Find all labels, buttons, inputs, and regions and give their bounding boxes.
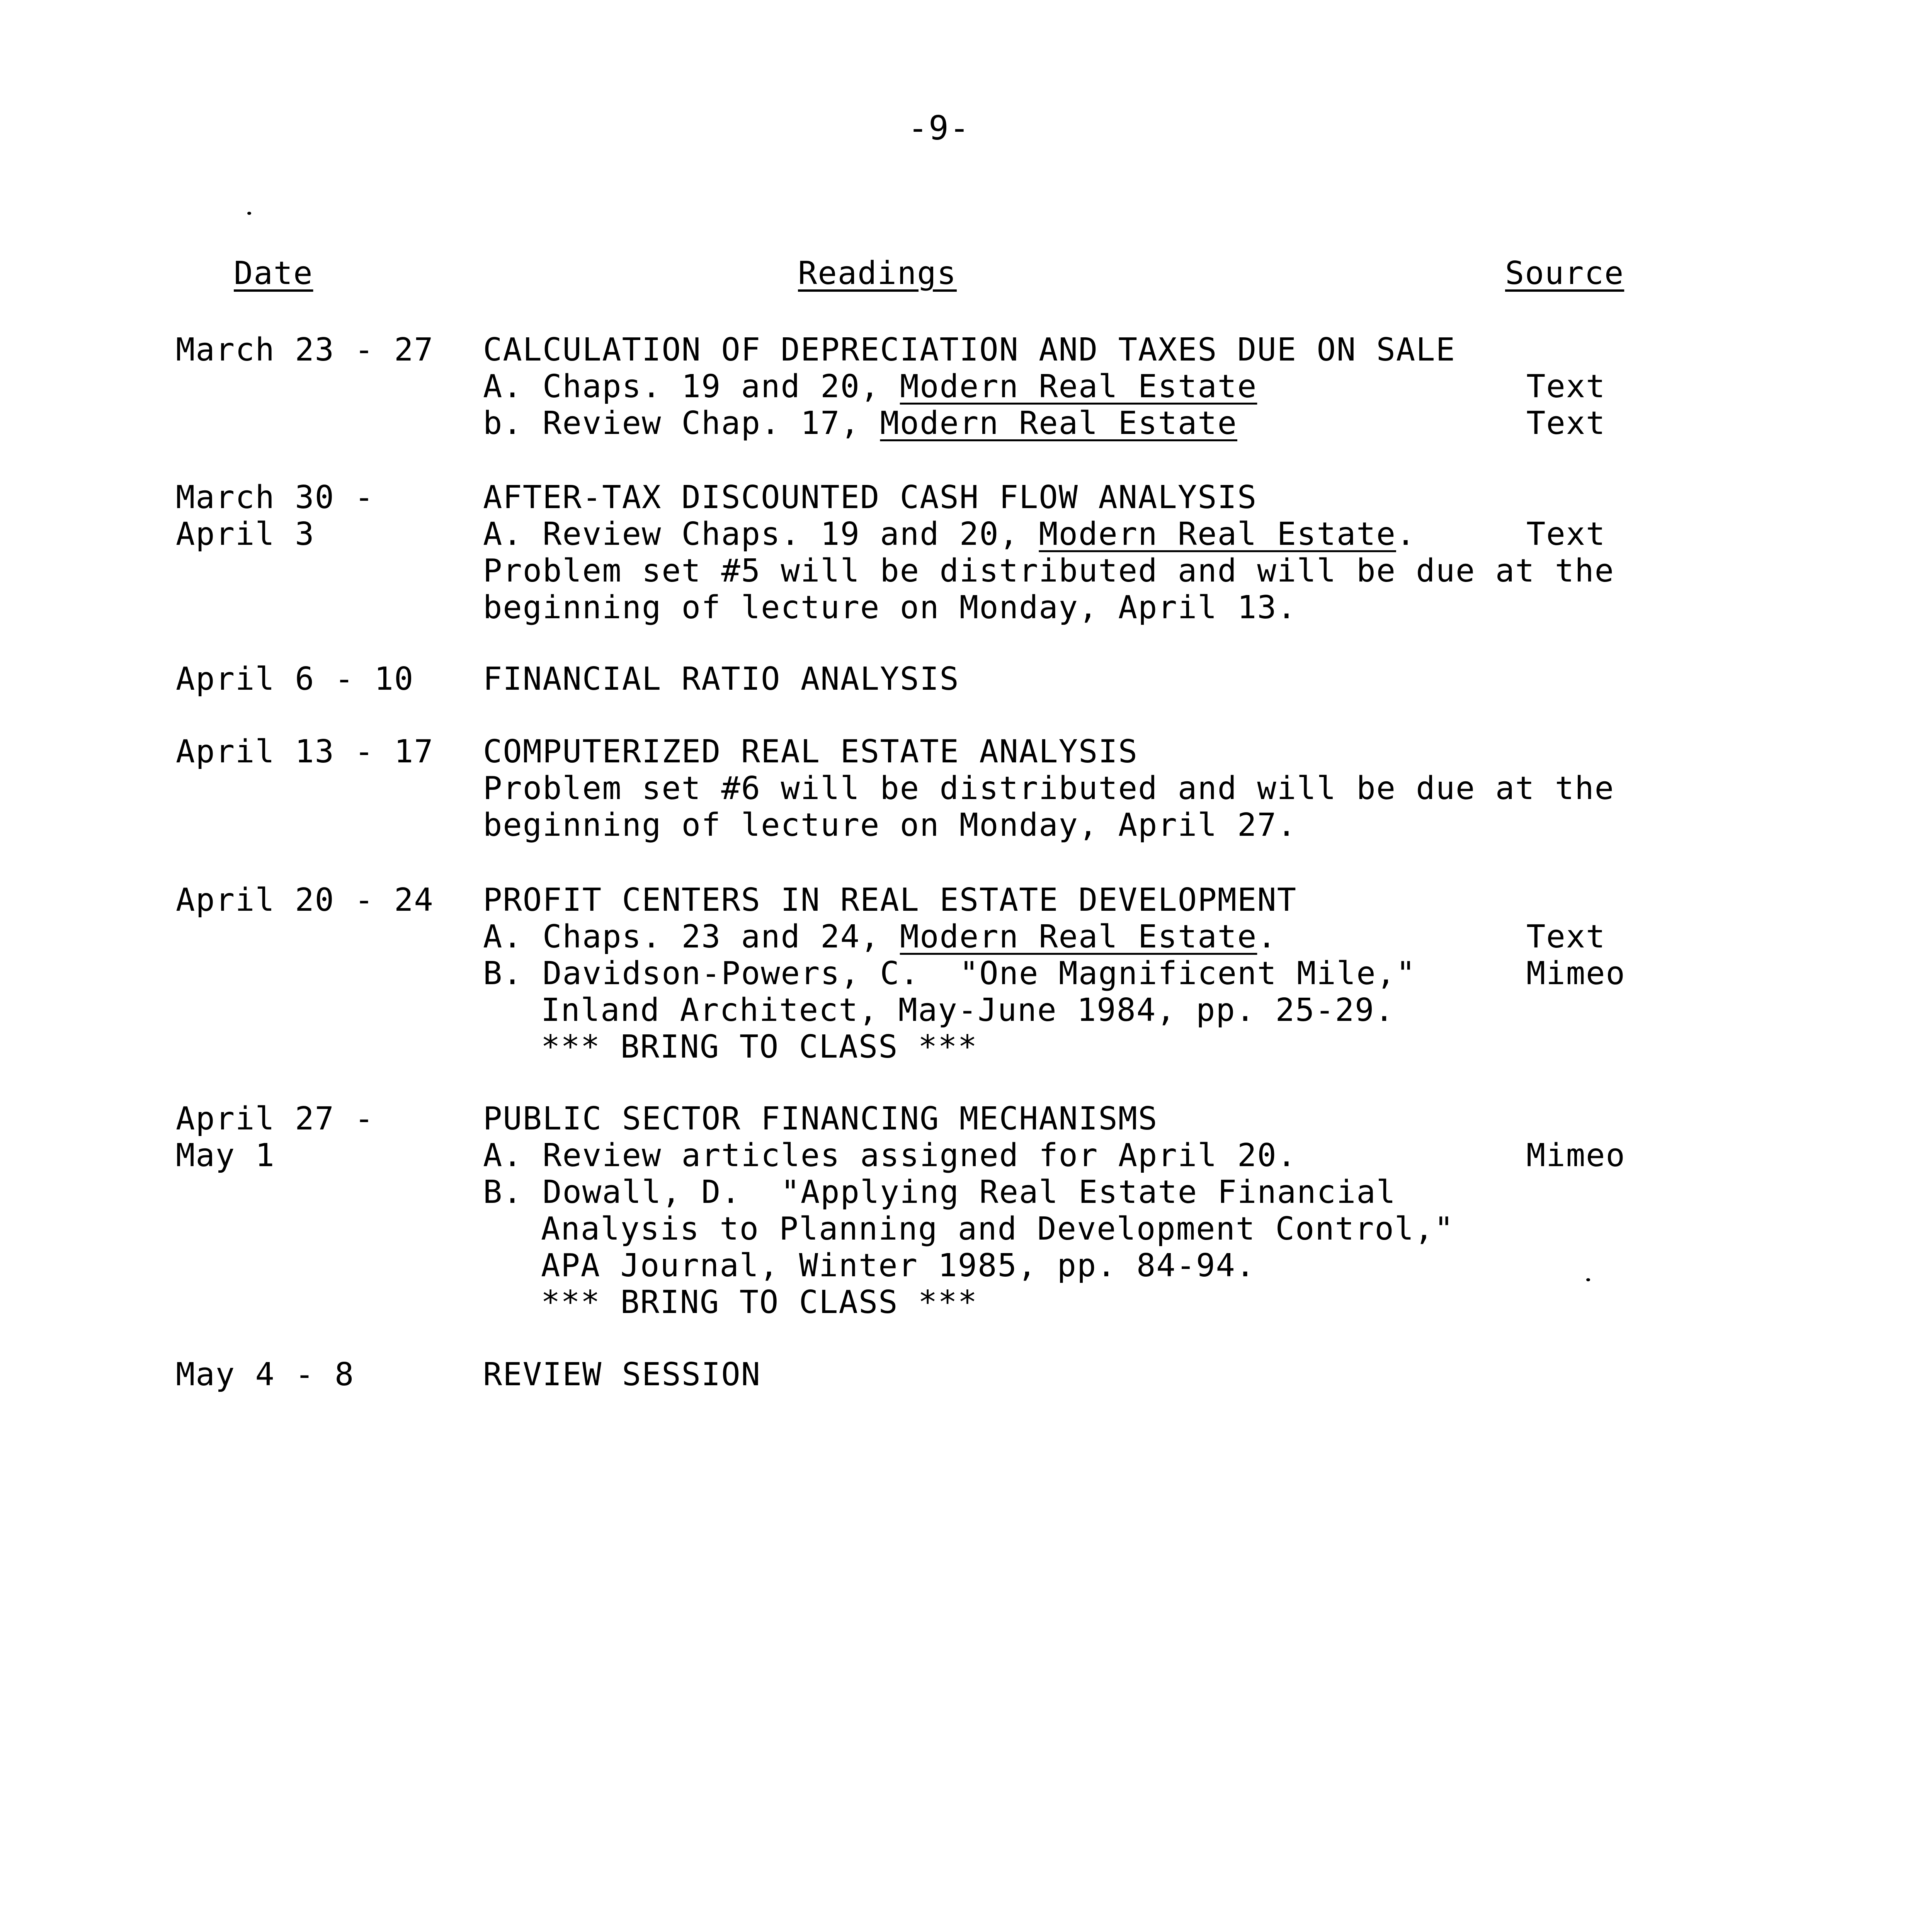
entry-date-line: April 13 - 17 [176,733,434,770]
reading-text [483,405,1237,442]
reading-line [483,479,1874,516]
reading-text: *** BRING TO CLASS *** [541,1029,978,1065]
reading-text: Problem set #6 will be distributed and will be due at the [483,770,1614,807]
entry-date-line: April 3 [176,516,315,553]
reading-line [483,1284,1874,1321]
reading-text: beginning of lecture on Monday, April 13. [483,589,1297,626]
reading-line [483,661,1874,697]
reading-text: B. Dowall, D. "Applying Real Estate Financial [483,1174,1396,1211]
entry-date-line: May 1 [176,1137,275,1174]
entry-readings [483,1100,1874,1321]
entry-readings [483,733,1874,844]
reading-text: A. Review articles assigned for April 20. [483,1137,1297,1174]
scan-speck [1586,1278,1590,1281]
reading-text [483,368,1257,405]
reading-text: Analysis to Planning and Development Control," [541,1211,1454,1247]
reading-text: B. Davidson-Powers, C. "One Magnificent Mile," [483,955,1416,992]
reading-line [483,1100,1874,1137]
entry-date [176,479,454,553]
entry-date-line: May 4 - 8 [176,1356,355,1393]
reading-text: FINANCIAL RATIO ANALYSIS [483,661,959,697]
reading-text: Inland Architect, May-June 1984, pp. 25-29. [541,992,1395,1029]
reading-text-prefix: A. Chaps. 23 and 24, [483,918,900,955]
reading-text-suffix: . [1396,516,1416,553]
reading-text-prefix: b. Review Chap. 17, [483,405,880,442]
reading-line [483,1211,1874,1247]
column-header-source: Source [1505,255,1625,292]
reading-line [483,368,1874,405]
reading-line [483,589,1874,626]
entry-date-line: March 30 - [176,479,374,516]
reading-line [483,955,1874,992]
entry-date [176,1356,454,1393]
reading-text: beginning of lecture on Monday, April 27. [483,807,1297,844]
column-header-date: Date [234,255,313,292]
reading-text-suffix: . [1257,918,1277,955]
reading-text: AFTER-TAX DISCOUNTED CASH FLOW ANALYSIS [483,479,1257,516]
entry-date-line: April 6 - 10 [176,661,414,697]
entry-readings [483,332,1874,442]
entry-readings [483,661,1874,697]
entry-readings [483,1356,1874,1393]
reading-text: COMPUTERIZED REAL ESTATE ANALYSIS [483,733,1138,770]
page-number: -9- [908,109,970,148]
reading-line [483,1137,1874,1174]
reading-source: Text [1526,516,1606,553]
reading-text: *** BRING TO CLASS *** [541,1284,978,1321]
reading-text: REVIEW SESSION [483,1356,761,1393]
reading-line [483,1356,1874,1393]
entry-date [176,882,454,918]
reading-line [483,882,1874,918]
reading-text [483,516,1416,553]
book-title: Modern Real Estate [900,368,1257,405]
reading-text: PROFIT CENTERS IN REAL ESTATE DEVELOPMENT [483,882,1297,918]
reading-line [483,807,1874,844]
scan-speck [247,212,251,215]
reading-line [483,1247,1874,1284]
reading-line [483,516,1874,553]
entry-date [176,332,454,368]
reading-line [483,770,1874,807]
reading-text [483,918,1277,955]
reading-line [483,332,1874,368]
entry-readings [483,479,1874,626]
reading-line [483,553,1874,589]
reading-line [483,1029,1874,1065]
reading-line [483,1174,1874,1211]
entry-date-line: March 23 - 27 [176,332,434,368]
reading-text: CALCULATION OF DEPRECIATION AND TAXES DUE ON SALE [483,332,1456,368]
entry-date [176,661,454,697]
reading-source: Mimeo [1526,1137,1626,1174]
reading-text: PUBLIC SECTOR FINANCING MECHANISMS [483,1100,1158,1137]
reading-line [483,405,1874,442]
reading-line [483,918,1874,955]
book-title: Modern Real Estate [880,405,1238,442]
entry-readings [483,882,1874,1065]
entry-date-line: April 20 - 24 [176,882,434,918]
reading-text: Problem set #5 will be distributed and will be due at the [483,553,1614,589]
reading-source: Text [1526,918,1606,955]
reading-source: Text [1526,368,1606,405]
reading-source: Text [1526,405,1606,442]
reading-text: APA Journal, Winter 1985, pp. 84-94. [541,1247,1256,1284]
entry-date [176,1100,454,1174]
reading-line [483,733,1874,770]
reading-text-prefix: A. Review Chaps. 19 and 20, [483,516,1039,553]
reading-line [483,992,1874,1029]
book-title: Modern Real Estate [900,918,1257,955]
reading-source: Mimeo [1526,955,1626,992]
column-header-readings: Readings [798,255,957,292]
entry-date-line: April 27 - [176,1100,374,1137]
reading-text-prefix: A. Chaps. 19 and 20, [483,368,900,405]
entry-date [176,733,454,770]
book-title: Modern Real Estate [1039,516,1396,553]
